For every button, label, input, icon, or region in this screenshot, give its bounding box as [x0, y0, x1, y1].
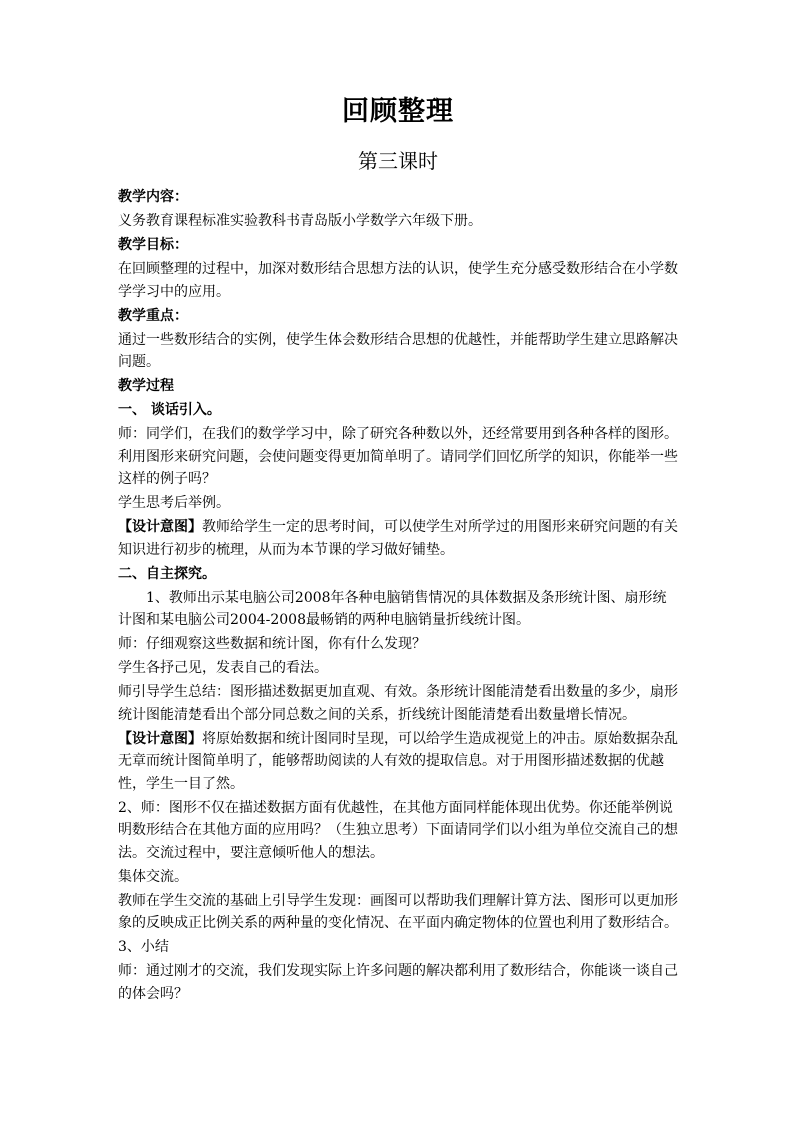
part2-paragraph-9: 师：通过刚才的交流，我们发现实际上许多问题的解决都利用了数形结合，你能谈一谈自己的体会吗？	[118, 963, 678, 1002]
page-title: 回顾整理	[342, 96, 454, 127]
part1-paragraph-2: 学生思考后举例。	[118, 495, 230, 511]
document-page	[118, 92, 678, 1007]
document-body	[118, 186, 678, 1005]
design-intent-text: 将原始数据和统计图同时呈现，可以给学生造成视觉上的冲击。原始数据杂乱无章而统计图简单明了，能够帮助阅读的人有效的提取信息。对于用图形描述数据的优越性，学生一目了然。	[118, 730, 678, 792]
design-intent-label: 【设计意图】	[118, 730, 202, 747]
goal-text: 在回顾整理的过程中，加深对数形结合思想方法的认识，使学生充分感受数形结合在小学数学学习中的应用。	[118, 261, 678, 300]
part2-paragraph-1: 1、教师出示某电脑公司2008年各种电脑销售情况的具体数据及条形统计图、扇形统计图和某电脑公司2004-2008最畅销的两种电脑销量折线统计图。	[118, 589, 667, 628]
part2-paragraph-7: 教师在学生交流的基础上引导学生发现：画图可以帮助我们理解计算方法、图形可以更加形象的反映成正比例关系的两种量的变化情况、在平面内确定物体的位置也利用了数形结合。	[118, 892, 678, 931]
part2-paragraph-4: 师引导学生总结：图形描述数据更加直观、有效。条形统计图能清楚看出数量的多少，扇形统计图能清楚看出个部分同总数之间的关系，折线统计图能清楚看出数量增长情况。	[118, 684, 678, 723]
process-heading: 教学过程	[118, 378, 174, 394]
content-text: 义务教育课程标准实验教科书青岛版小学数学六年级下册。	[118, 213, 482, 229]
part2-heading: 二、自主探究。	[118, 565, 216, 582]
part2-paragraph-6: 集体交流。	[118, 868, 188, 885]
part2-design-intent	[118, 728, 678, 796]
key-text: 通过一些数形结合的实例，使学生体会数形结合思想的优越性，并能帮助学生建立思路解决问题。	[118, 331, 678, 370]
part1-paragraph-1: 师：同学们，在我们的数学学习中，除了研究各种数以外，还经常要用到各种各样的图形。利用图形来研究问题，会使问题变得更加简单明了。请同学们回忆所学的知识，你能举一些这样的例子吗？	[118, 426, 678, 487]
part2-paragraph-5: 2、师：图形不仅在描述数据方面有优越性，在其他方面同样能体现出优势。你还能举例说明数形结合在其他方面的应用吗？（生独立思考）下面请同学们以小组为单位交流自己的想法。交流过程中，要注意倾听他人的想法。	[118, 799, 678, 861]
part1-design-intent	[118, 516, 678, 561]
design-intent-label: 【设计意图】	[118, 519, 202, 535]
part1-heading: 一、 谈话引入。	[118, 402, 221, 418]
goal-heading: 教学目标：	[118, 237, 188, 253]
page-subtitle: 第三课时	[358, 149, 438, 173]
part2-paragraph-8: 3、小结	[118, 939, 169, 955]
key-heading: 教学重点：	[118, 307, 188, 324]
content-heading: 教学内容：	[118, 189, 188, 205]
design-intent-text: 教师给学生一定的思考时间，可以使学生对所学过的用图形来研究问题的有关知识进行初步的梳理，从而为本节课的学习做好铺垫。	[118, 519, 678, 558]
part2-paragraph-2: 师：仔细观察这些数据和统计图，你有什么发现？	[118, 636, 426, 652]
part2-paragraph-3: 学生各抒己见，发表自己的看法。	[118, 660, 328, 676]
